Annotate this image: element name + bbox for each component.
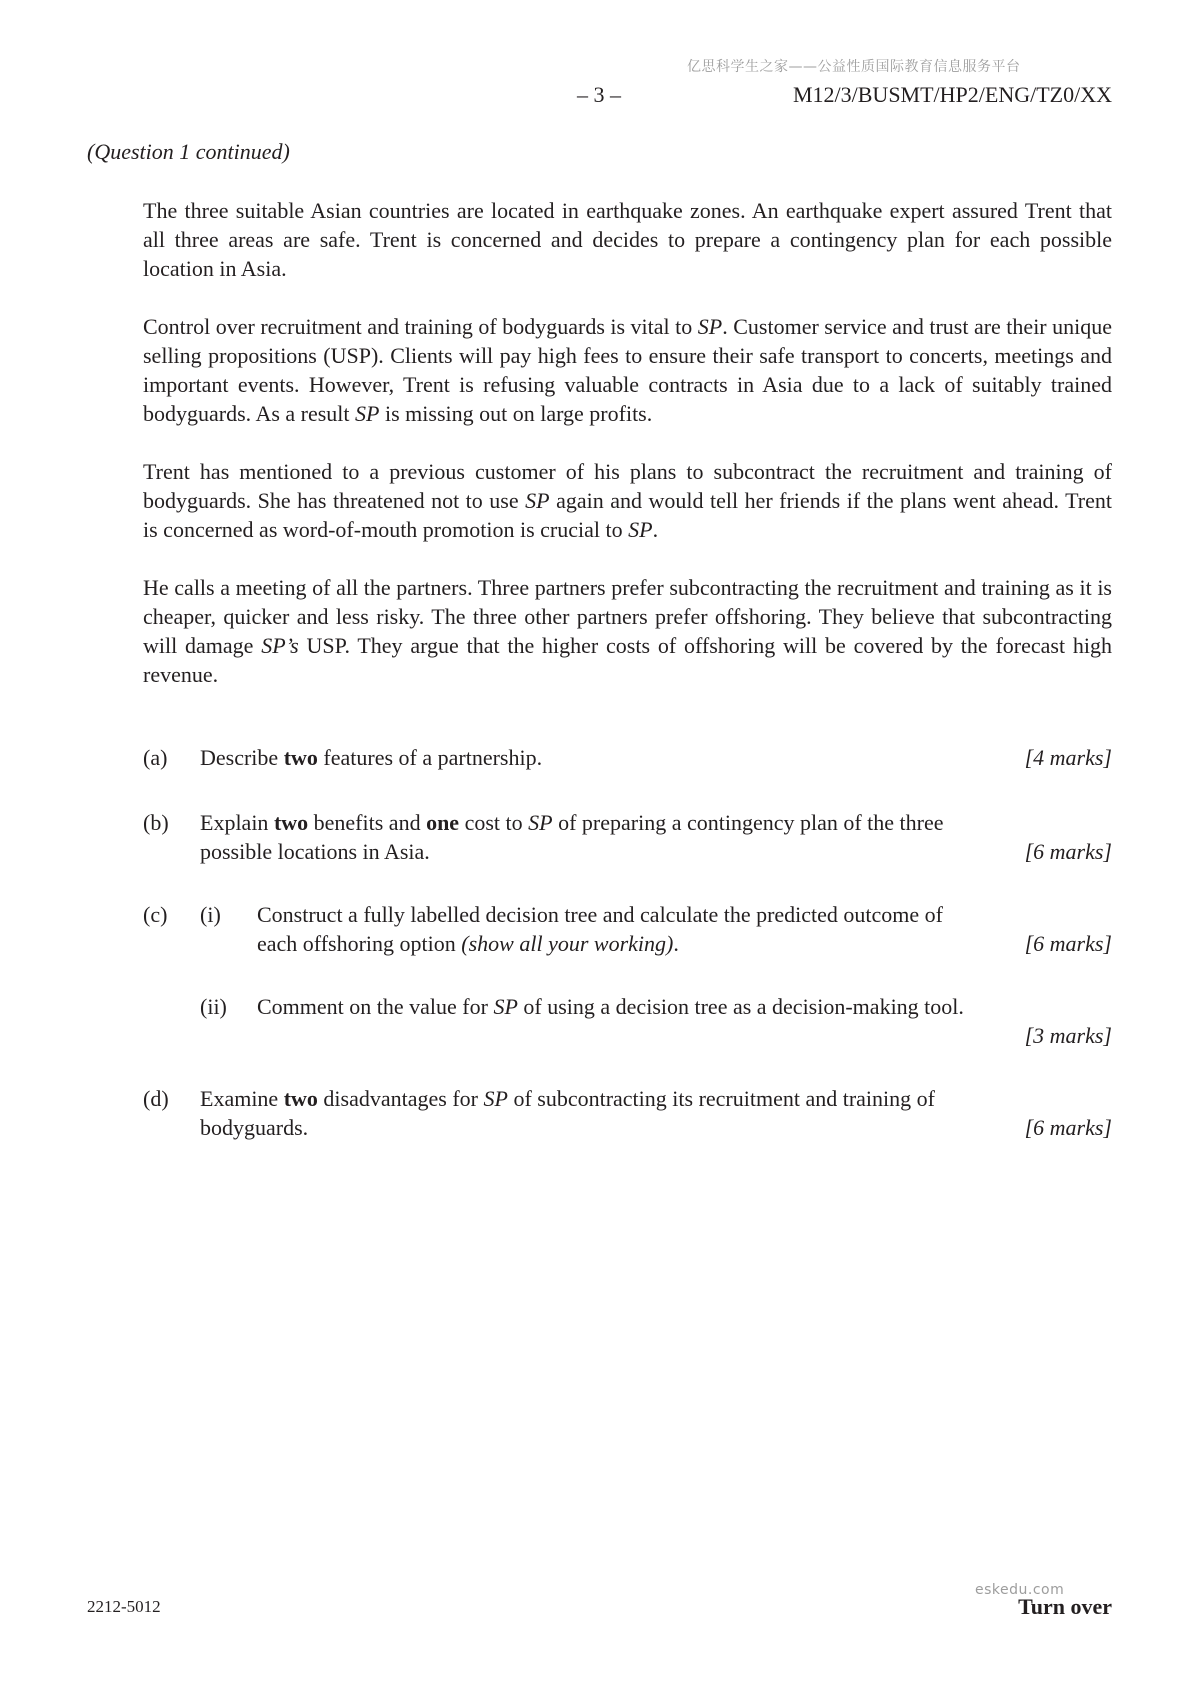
question-a-text	[200, 743, 980, 772]
question-c-i-text	[257, 900, 982, 958]
watermark-top: 亿思科学生之家——公益性质国际教育信息服务平台	[687, 59, 1021, 75]
paragraph-1-text: The three suitable Asian countries are located in earthquake zones. An earthquake expert assured Trent that all three areas are safe. Trent is concerned and decides to prepare a contingency plan for each possible location in Asia.	[143, 198, 1112, 281]
question-b-text	[200, 808, 980, 866]
footer-code: 2212-5012	[87, 1597, 161, 1616]
watermark-bottom: eskedu.com	[975, 1582, 1065, 1598]
question-c-ii-label: (ii)	[200, 994, 227, 1019]
paper-code: M12/3/BUSMT/HP2/ENG/TZ0/XX	[792, 82, 1112, 107]
question-a-label: (a)	[143, 745, 168, 770]
question-b-t2: benefits and	[308, 810, 427, 835]
question-c-i-t1: Construct a fully labelled decision tree and calculate the predicted outcome of each offshoring option	[257, 902, 944, 956]
question-c-label: (c)	[143, 902, 168, 927]
question-b-bold-1: two	[273, 810, 309, 835]
question-c-i-label: (i)	[200, 902, 221, 927]
question-a-t2: features of a partnership.	[317, 745, 543, 770]
paragraph-3-sp-b: SP	[628, 517, 653, 542]
turn-over: Turn over	[1018, 1594, 1112, 1619]
paragraph-4	[143, 573, 1112, 689]
question-continued: (Question 1 continued)	[87, 139, 290, 164]
question-b-marks: [6 marks]	[1024, 839, 1112, 864]
question-a-t1: Describe	[200, 745, 284, 770]
paragraph-3-text-a: Trent has mentioned to a previous customer of his plans to subcontract the recruitment and training of bodyguards. She has threatened not to use	[143, 459, 1112, 513]
paragraph-4-text-a: He calls a meeting of all the partners. Three partners prefer subcontracting the recruitment and training as it is cheaper, quicker and less risky. The three other partners prefer offshoring. They believe that subcontracting will damage	[143, 575, 1112, 658]
question-b-t4: of preparing a contingency plan of the three possible locations in Asia.	[200, 810, 944, 864]
question-d-label: (d)	[143, 1086, 169, 1111]
question-c-ii-text	[257, 992, 982, 1021]
page-number: – 3 –	[577, 82, 621, 107]
question-c-i-marks: [6 marks]	[1024, 931, 1112, 956]
question-b-bold-2: one	[426, 810, 460, 835]
paragraph-3-sp-a: SP	[525, 488, 550, 513]
question-d-marks: [6 marks]	[1024, 1115, 1112, 1140]
question-c-ii-t1: Comment on the value for	[257, 994, 494, 1019]
question-c-ii-t2: of using a decision tree as a decision-making tool.	[517, 994, 964, 1019]
question-c-ii-sp: SP	[493, 994, 518, 1019]
question-c-ii-marks: [3 marks]	[1024, 1023, 1112, 1048]
paragraph-4-sp: SP’s	[261, 633, 299, 658]
question-b-t1: Explain	[200, 810, 274, 835]
paragraph-2-sp-b: SP	[355, 401, 380, 426]
question-b-label: (b)	[143, 810, 169, 835]
paragraph-4-text-b: USP. They argue that the higher costs of offshoring will be covered by the forecast high revenue.	[143, 633, 1112, 687]
question-c-i-italic: (show all your working)	[461, 931, 674, 956]
paragraph-3	[143, 457, 1112, 544]
question-d-t2: disadvantages for	[317, 1086, 484, 1111]
question-d-sp: SP	[483, 1086, 508, 1111]
paragraph-2-sp-a: SP	[697, 314, 723, 339]
question-d-bold: two	[283, 1086, 318, 1111]
paragraph-2	[143, 312, 1112, 428]
question-b-t3: cost to	[459, 810, 529, 835]
paragraph-3-text-b: again and would tell her friends if the plans went ahead. Trent is concerned as word-of-mouth promotion is crucial to	[143, 488, 1113, 542]
question-c-i-t2: .	[673, 931, 679, 956]
question-a-bold: two	[283, 745, 318, 770]
question-d-t1: Examine	[200, 1086, 284, 1111]
paragraph-2-text-c: is missing out on large profits.	[379, 401, 653, 426]
question-d-t3: of subcontracting its recruitment and training of bodyguards.	[200, 1086, 935, 1140]
paragraph-1	[143, 196, 1112, 283]
paragraph-2-text-a: Control over recruitment and training of bodyguards is vital to	[143, 314, 698, 339]
question-b-sp: SP	[528, 810, 553, 835]
paragraph-2-text-b: . Customer service and trust are their unique selling propositions (USP). Clients will pay high fees to ensure their safe transport to concerts, meetings and important events. However, Trent is refusing valuable contracts in Asia due to a lack of suitably trained bodyguards. As a result	[143, 314, 1113, 426]
question-a-marks: [4 marks]	[1024, 745, 1112, 770]
question-d-text	[200, 1084, 980, 1142]
paragraph-3-text-c: .	[652, 517, 659, 542]
